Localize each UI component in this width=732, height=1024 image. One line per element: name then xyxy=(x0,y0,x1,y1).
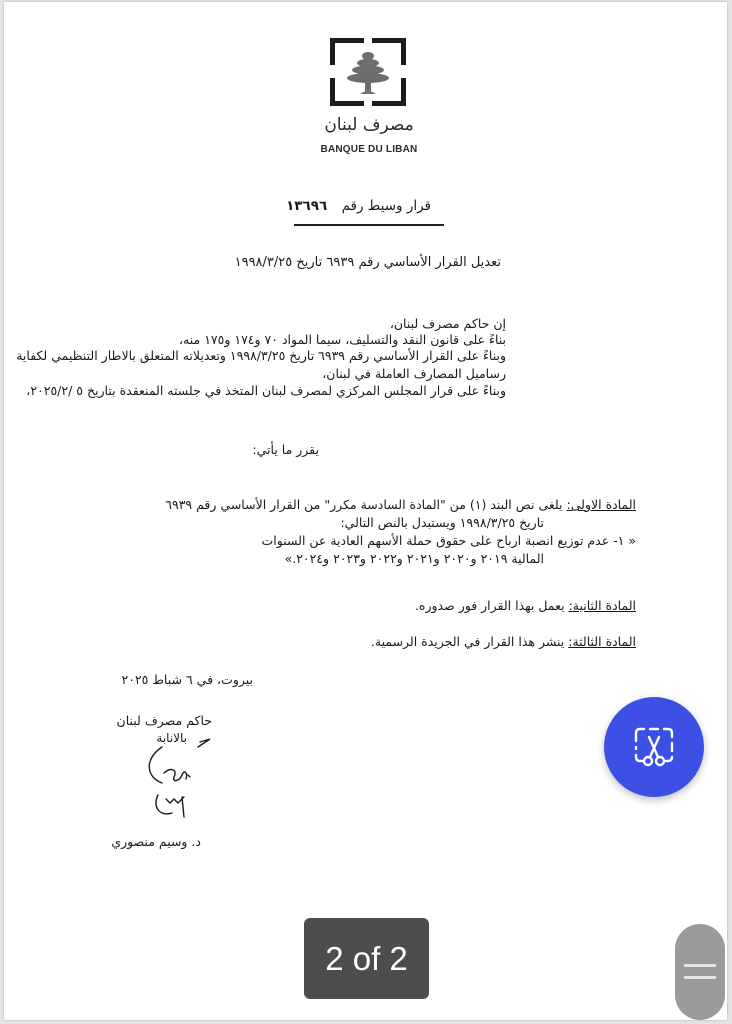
signatory-name: د. وسيم منصوري xyxy=(111,834,201,849)
document-page xyxy=(4,2,727,1020)
article-1-line: المالية ٢٠١٩ و٢٠٢٠ و٢٠٢١ و٢٠٢٢ و٢٠٢٣ و٢٠٢٤.» xyxy=(284,551,544,566)
signatory-interim: بالانابة xyxy=(156,731,187,745)
article-3 xyxy=(371,634,636,649)
article-3-text: ينشر هذا القرار في الجريدة الرسمية. xyxy=(370,634,565,649)
page-indicator: 2 of 2 xyxy=(304,918,429,999)
decision-title xyxy=(286,198,431,214)
article-1-line: تاريخ ١٩٩٨/٣/٢٥ ويستبدل بالنص التالي: xyxy=(340,515,544,530)
cedar-tree-icon xyxy=(330,38,406,106)
drag-handle-icon xyxy=(684,976,716,979)
signatory-title: حاكم مصرف لبنان xyxy=(116,713,212,728)
decision-label: قرار وسيط رقم xyxy=(341,198,431,214)
preamble-line: إن حاكم مصرف لبنان، xyxy=(389,316,506,331)
scroll-handle[interactable] xyxy=(675,924,725,1020)
drag-handle-icon xyxy=(684,964,716,967)
screenshot-crop-button[interactable] xyxy=(604,697,704,797)
preamble-line: رساميل المصارف العاملة في لبنان، xyxy=(322,366,506,381)
bank-name-french: BANQUE DU LIBAN xyxy=(320,144,418,155)
article-1-label: المادة الاولى: xyxy=(566,497,636,512)
article-2-label: المادة الثانية: xyxy=(568,598,636,613)
article-1-text: يلغى نص البند (١) من "المادة السادسة مكرر" من القرار الأساسي رقم ٦٩٣٩ xyxy=(165,497,563,512)
screenshot-crop-scissors-icon xyxy=(630,723,678,771)
article-1-line: « ١- عدم توزيع انصبة ارباح على حقوق حملة الأسهم العادية عن السنوات xyxy=(261,533,636,548)
article-1-line xyxy=(165,497,636,512)
place-date: بيروت، في ٦ شباط ٢٠٢٥ xyxy=(121,672,253,687)
document-content xyxy=(4,2,727,1020)
decision-subject: تعديل القرار الأساسي رقم ٦٩٣٩ تاريخ ١٩٩٨/٣/٢٥ xyxy=(234,255,501,270)
article-2 xyxy=(415,598,636,613)
decision-number: ١٣٦٩٦ xyxy=(286,198,328,214)
preamble-line: وبناءً على القرار الأساسي رقم ٦٩٣٩ تاريخ ١٩٩٨/٣/٢٥ وتعديلاته المتعلق بالاطار التنظيمي لكفاية xyxy=(16,348,506,363)
article-3-label: المادة الثالثة: xyxy=(568,634,636,649)
preamble-line: بناءً على قانون النقد والتسليف، سيما المواد ٧٠ و١٧٤ و١٧٥ منه، xyxy=(179,332,506,347)
bank-name-arabic: مصرف لبنان xyxy=(324,115,414,135)
decides-heading: يقرر ما يأتي: xyxy=(252,442,319,457)
preamble-line: وبناءً على قرار المجلس المركزي لمصرف لبنان المتخذ في جلسته المنعقدة بتاريخ ٥ /٢٠٢٥/٢، xyxy=(26,383,506,398)
article-2-text: يعمل بهذا القرار فور صدوره. xyxy=(414,598,565,613)
signature-icon xyxy=(122,737,222,827)
title-underline xyxy=(294,224,444,226)
